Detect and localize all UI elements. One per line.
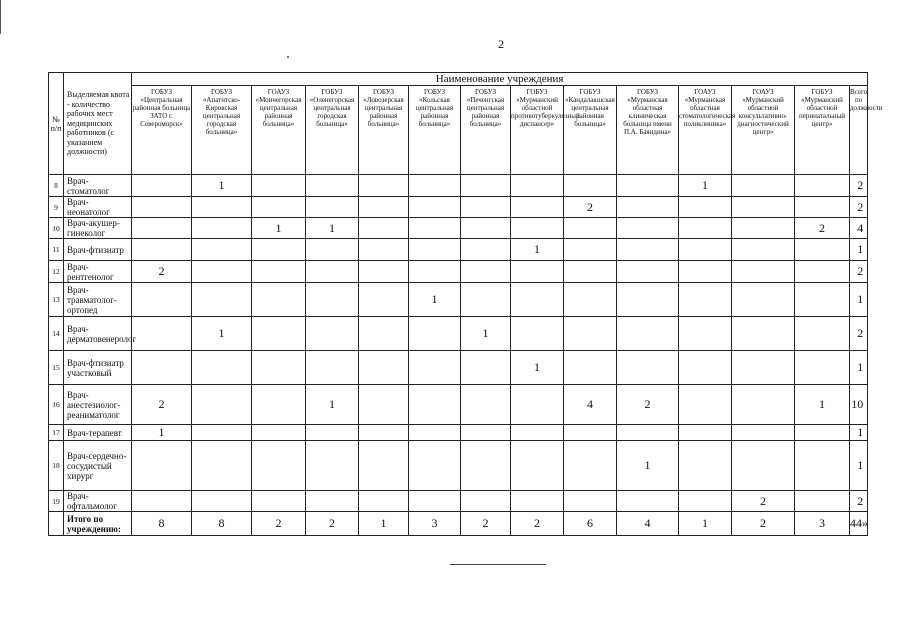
row-total: 1 [850, 351, 868, 385]
closing-line [450, 564, 546, 565]
quota-cell [192, 218, 252, 239]
quota-cell [461, 351, 511, 385]
quota-cell [306, 261, 359, 283]
quota-cell [564, 283, 617, 317]
institution-total: 8 [132, 512, 192, 536]
quota-cell: 1 [252, 218, 306, 239]
quota-cell: 1 [511, 351, 564, 385]
institution-total: 8 [192, 512, 252, 536]
quota-cell [511, 491, 564, 512]
quota-cell: 2 [617, 385, 679, 425]
quota-cell [192, 351, 252, 385]
quota-cell [252, 261, 306, 283]
quota-cell [192, 239, 252, 261]
quota-cell [795, 197, 850, 218]
quota-cell [359, 317, 409, 351]
institution-header: ГОБУЗ «Ловозерская центральная районная больница» [359, 86, 409, 175]
quota-cell [564, 261, 617, 283]
row-number: 19 [49, 491, 64, 512]
institution-total: 1 [679, 512, 732, 536]
row-number: 9 [49, 197, 64, 218]
quota-cell [192, 385, 252, 425]
row-total: 2 [850, 261, 868, 283]
row-total: 2 [850, 197, 868, 218]
quota-cell: 1 [306, 218, 359, 239]
quota-cell [461, 441, 511, 491]
table-row [49, 261, 868, 283]
quota-cell [359, 239, 409, 261]
institution-header: ГОБУЗ «Оленегорская центральная городская больница» [306, 86, 359, 175]
quota-cell [132, 218, 192, 239]
institution-header: ГОБУЗ «Апатитско-Кировская центральная городская больница» [192, 86, 252, 175]
institution-total: 2 [306, 512, 359, 536]
position-name: Врач-акушер-гинеколог [64, 218, 132, 239]
quota-cell [732, 425, 795, 441]
quota-cell [617, 261, 679, 283]
row-total: 1 [850, 425, 868, 441]
quota-cell [306, 351, 359, 385]
row-number: 15 [49, 351, 64, 385]
quota-cell [732, 317, 795, 351]
quota-cell [132, 317, 192, 351]
quota-cell [679, 218, 732, 239]
quota-cell [306, 239, 359, 261]
number-column-header: № п/п [49, 73, 64, 175]
quota-cell [564, 317, 617, 351]
quota-cell [679, 239, 732, 261]
quota-cell [192, 441, 252, 491]
institution-total: 6 [564, 512, 617, 536]
row-number: 16 [49, 385, 64, 425]
quota-cell [617, 239, 679, 261]
institution-header: ГОБУЗ «Мурманская областная клиническая больница имени П.А. Баяндина» [617, 86, 679, 175]
quota-cell [252, 317, 306, 351]
quota-cell [564, 175, 617, 197]
table-row [49, 491, 868, 512]
quota-cell: 2 [132, 261, 192, 283]
row-number: 13 [49, 283, 64, 317]
institutions-header-row [49, 86, 868, 175]
quota-cell [306, 283, 359, 317]
quota-cell [132, 351, 192, 385]
row-number: 10 [49, 218, 64, 239]
quota-cell [461, 283, 511, 317]
quota-cell [617, 425, 679, 441]
quota-cell [511, 218, 564, 239]
row-total: 10 [850, 385, 868, 425]
quota-cell [795, 239, 850, 261]
quota-cell [306, 197, 359, 218]
grand-total: 44» [850, 512, 868, 536]
totals-label: Итого по учреждению: [64, 512, 132, 536]
quota-cell [511, 425, 564, 441]
institution-header: ГОБУЗ «Мурманский областной противотуберкулезный диспансер» [511, 86, 564, 175]
quota-cell: 1 [679, 175, 732, 197]
quota-cell [564, 441, 617, 491]
quota-cell: 2 [132, 385, 192, 425]
quota-cell [461, 425, 511, 441]
quota-cell [732, 261, 795, 283]
institution-header: ГОБУЗ «Мурманский областной перинатальный центр» [795, 86, 850, 175]
position-name: Врач-неонатолог [64, 197, 132, 218]
row-total: 2 [850, 491, 868, 512]
quota-cell [511, 261, 564, 283]
quota-column-header: Выделяемая квота - количество рабочих мест медицинских работников (с указанием должности) [64, 73, 132, 175]
institution-total: 3 [795, 512, 850, 536]
quota-cell [679, 261, 732, 283]
totals-row-number [49, 512, 64, 536]
quota-cell [192, 425, 252, 441]
institution-header: ГОБУЗ «Кандалакшская центральная районная больница» [564, 86, 617, 175]
quota-cell: 1 [132, 425, 192, 441]
quota-cell [564, 239, 617, 261]
quota-cell [132, 441, 192, 491]
quota-cell [306, 441, 359, 491]
row-total: 1 [850, 441, 868, 491]
table-row [49, 283, 868, 317]
quota-cell [252, 385, 306, 425]
quota-cell: 1 [617, 441, 679, 491]
quota-cell [306, 317, 359, 351]
quota-cell [192, 197, 252, 218]
quota-cell [795, 425, 850, 441]
quota-cell [409, 317, 461, 351]
table-row [49, 441, 868, 491]
institution-header: ГОАУЗ «Мурманский областной консультативно-диагностический центр» [732, 86, 795, 175]
quota-cell [511, 385, 564, 425]
quota-cell [679, 491, 732, 512]
scan-speck [287, 56, 289, 58]
quota-cell [679, 317, 732, 351]
quota-cell [132, 197, 192, 218]
position-name: Врач-травматолог-ортопед [64, 283, 132, 317]
quota-cell [252, 283, 306, 317]
institution-total: 2 [461, 512, 511, 536]
quota-cell [511, 317, 564, 351]
institution-header: ГОАУЗ «Мончегорская центральная районная больница» [252, 86, 306, 175]
quota-cell [359, 441, 409, 491]
table-row [49, 175, 868, 197]
quota-cell [359, 261, 409, 283]
institution-total: 4 [617, 512, 679, 536]
quota-cell: 1 [511, 239, 564, 261]
quota-cell [617, 283, 679, 317]
row-total: 4 [850, 218, 868, 239]
row-number: 17 [49, 425, 64, 441]
quota-cell [511, 175, 564, 197]
quota-cell [192, 261, 252, 283]
position-name: Врач-фтизиатр участковый [64, 351, 132, 385]
table-row [49, 197, 868, 218]
quota-cell: 2 [564, 197, 617, 218]
quota-cell: 1 [795, 385, 850, 425]
quota-cell [359, 283, 409, 317]
quota-cell [795, 351, 850, 385]
table-row [49, 385, 868, 425]
quota-cell [252, 491, 306, 512]
quota-cell [461, 385, 511, 425]
quota-cell [461, 197, 511, 218]
quota-cell [679, 197, 732, 218]
row-number: 11 [49, 239, 64, 261]
quota-cell [617, 351, 679, 385]
quota-cell [732, 283, 795, 317]
quota-cell: 1 [461, 317, 511, 351]
total-column-header: Всего по должности [850, 86, 868, 175]
quota-cell [359, 491, 409, 512]
quota-cell [679, 351, 732, 385]
position-name: Врач-сердечно-сосудистый хирург [64, 441, 132, 491]
quota-cell [795, 441, 850, 491]
quota-cell [511, 197, 564, 218]
quota-cell: 2 [795, 218, 850, 239]
quota-cell: 2 [732, 491, 795, 512]
quota-cell [252, 175, 306, 197]
position-name: Врач-дерматовенеролог [64, 317, 132, 351]
quota-cell: 1 [192, 317, 252, 351]
quota-cell [732, 385, 795, 425]
quota-cell [306, 175, 359, 197]
row-number: 12 [49, 261, 64, 283]
quota-cell [732, 175, 795, 197]
quota-cell [306, 491, 359, 512]
page-number: 2 [498, 37, 504, 51]
table-row [49, 351, 868, 385]
quota-cell [132, 283, 192, 317]
quota-cell: 1 [192, 175, 252, 197]
quota-cell [132, 491, 192, 512]
quota-cell [409, 197, 461, 218]
quota-cell [461, 218, 511, 239]
quota-cell [409, 425, 461, 441]
institution-header: ГОБУЗ «Печенгская центральная районная больница» [461, 86, 511, 175]
table-title: Наименование учреждения [132, 73, 868, 86]
quota-cell [359, 425, 409, 441]
quota-cell [679, 385, 732, 425]
quota-cell [795, 261, 850, 283]
institution-total: 2 [511, 512, 564, 536]
row-number: 8 [49, 175, 64, 197]
institution-total: 3 [409, 512, 461, 536]
quota-cell [132, 175, 192, 197]
quota-cell [132, 239, 192, 261]
quota-cell [732, 197, 795, 218]
position-name: Врач-анестезиолог-реаниматолог [64, 385, 132, 425]
quota-cell [511, 441, 564, 491]
quota-cell [359, 385, 409, 425]
quota-cell [617, 175, 679, 197]
institution-header: ГОБУЗ «Кольская центральная районная больница» [409, 86, 461, 175]
quota-cell [409, 239, 461, 261]
quota-cell [795, 283, 850, 317]
scan-edge-mark [0, 0, 1, 34]
quota-cell [409, 441, 461, 491]
institution-total: 2 [252, 512, 306, 536]
quota-cell [732, 441, 795, 491]
quota-cell [409, 175, 461, 197]
quota-cell [409, 218, 461, 239]
position-name: Врач-рентгенолог [64, 261, 132, 283]
quota-cell [511, 283, 564, 317]
quota-cell [679, 441, 732, 491]
quota-cell [252, 197, 306, 218]
row-total: 1 [850, 239, 868, 261]
table-row [49, 425, 868, 441]
quota-cell [732, 351, 795, 385]
quota-cell [252, 441, 306, 491]
quota-cell: 4 [564, 385, 617, 425]
quota-cell [564, 491, 617, 512]
institution-total: 1 [359, 512, 409, 536]
quota-cell [306, 425, 359, 441]
quota-cell [192, 491, 252, 512]
table-body [49, 175, 868, 536]
row-number: 18 [49, 441, 64, 491]
quota-cell [359, 351, 409, 385]
position-name: Врач-терапевт [64, 425, 132, 441]
totals-row [49, 512, 868, 536]
quota-cell [409, 491, 461, 512]
row-number: 14 [49, 317, 64, 351]
row-total: 1 [850, 283, 868, 317]
quota-cell [617, 197, 679, 218]
quota-cell [617, 218, 679, 239]
table-row [49, 218, 868, 239]
quota-cell [795, 491, 850, 512]
quota-cell [252, 351, 306, 385]
quota-cell [409, 385, 461, 425]
quota-cell [461, 491, 511, 512]
quota-cell [461, 261, 511, 283]
institution-header: ГОАУЗ «Мурманская областная стоматологическая поликлиника» [679, 86, 732, 175]
quota-table [48, 72, 883, 536]
quota-cell [359, 218, 409, 239]
quota-cell [252, 425, 306, 441]
quota-cell [409, 261, 461, 283]
position-name: Врач-офтальмолог [64, 491, 132, 512]
quota-cell [359, 175, 409, 197]
quota-cell: 1 [409, 283, 461, 317]
quota-cell [732, 218, 795, 239]
quota-cell [409, 351, 461, 385]
quota-cell [461, 239, 511, 261]
quota-cell [679, 283, 732, 317]
institution-total: 2 [732, 512, 795, 536]
quota-cell [461, 175, 511, 197]
quota-cell [192, 283, 252, 317]
quota-cell [252, 239, 306, 261]
quota-cell [795, 175, 850, 197]
quota-cell [617, 317, 679, 351]
quota-cell [732, 239, 795, 261]
quota-cell [617, 491, 679, 512]
quota-cell [795, 317, 850, 351]
quota-cell [564, 218, 617, 239]
row-total: 2 [850, 317, 868, 351]
quota-cell [564, 425, 617, 441]
quota-cell [359, 197, 409, 218]
table-row [49, 317, 868, 351]
table-row [49, 239, 868, 261]
quota-cell [564, 351, 617, 385]
position-name: Врач-фтизиатр [64, 239, 132, 261]
institution-header: ГОБУЗ «Центральная районная больница ЗАТО г. Североморск» [132, 86, 192, 175]
quota-cell: 1 [306, 385, 359, 425]
position-name: Врач-стоматолог [64, 175, 132, 197]
quota-cell [679, 425, 732, 441]
row-total: 2 [850, 175, 868, 197]
